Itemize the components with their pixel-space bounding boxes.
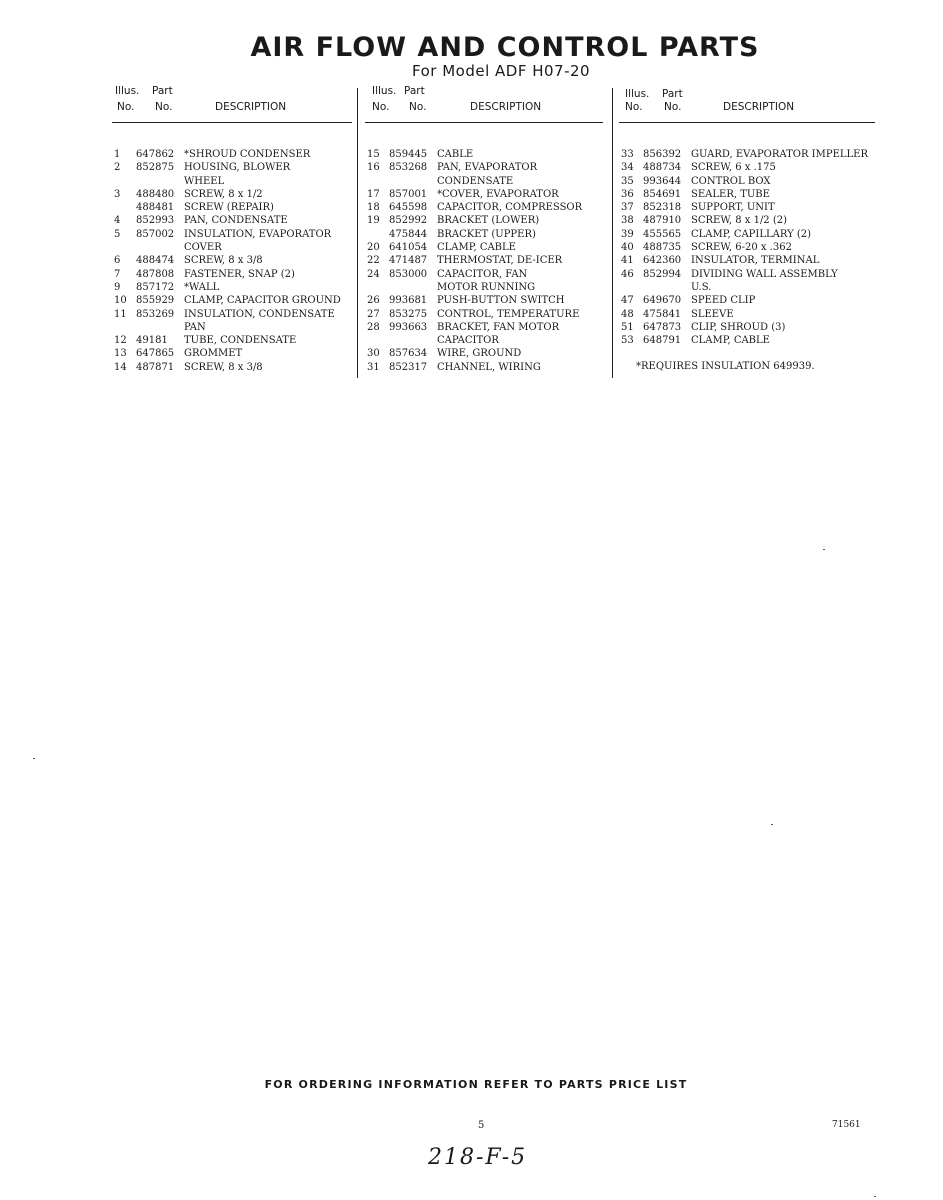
part-row	[365, 361, 603, 374]
part-description: SCREW, 6-20 x .362	[691, 242, 792, 254]
part-number: 852992	[389, 215, 428, 227]
part-description: *COVER, EVAPORATOR	[437, 188, 559, 200]
part-number: 853269	[136, 308, 175, 320]
illus-number: 14	[114, 361, 127, 373]
illus-number: 13	[114, 348, 127, 360]
illus-number: 7	[114, 268, 121, 280]
part-description: GROMMET	[184, 348, 243, 360]
illus-number: 30	[367, 348, 380, 360]
part-number: 645598	[389, 202, 428, 214]
illus-number: 27	[367, 308, 380, 320]
part-description: BRACKET (UPPER)	[437, 228, 536, 240]
part-description: CONTROL, TEMPERATURE	[437, 308, 580, 320]
illus-number: 17	[367, 188, 380, 200]
part-row	[365, 347, 603, 360]
part-number: 455565	[643, 228, 682, 240]
header-illus: Illus.	[115, 85, 140, 97]
illus-number: 28	[367, 321, 380, 333]
part-description: SUPPORT, UNIT	[691, 202, 775, 214]
parts-column-3	[619, 85, 875, 347]
document-code: 71561	[832, 1120, 861, 1130]
part-description: CLAMP, CAPACITOR GROUND	[184, 295, 341, 307]
part-number: 487871	[136, 361, 175, 373]
part-row	[619, 175, 875, 188]
part-number: 856392	[643, 149, 682, 160]
part-number: 857172	[136, 281, 175, 293]
part-description: CHANNEL, WIRING	[437, 361, 541, 373]
part-description: CLIP, SHROUD (3)	[691, 321, 786, 333]
part-row	[619, 268, 875, 281]
parts-list	[112, 148, 352, 374]
part-number: 852994	[643, 268, 682, 280]
part-row	[619, 201, 875, 214]
part-row	[112, 148, 352, 161]
header-no: No.	[117, 101, 135, 113]
part-number: 488734	[643, 162, 682, 174]
part-description: *SHROUD CONDENSER	[184, 149, 311, 160]
part-description: DIVIDING WALL ASSEMBLY	[691, 268, 838, 280]
illus-number: 31	[367, 361, 380, 373]
part-row	[619, 148, 875, 161]
illus-number: 37	[621, 202, 634, 214]
page-number: 5	[478, 1120, 485, 1131]
illus-number: 2	[114, 162, 121, 174]
part-number: 487808	[136, 268, 175, 280]
header-part: Part	[662, 88, 683, 100]
part-row	[112, 214, 352, 227]
illus-number: 18	[367, 202, 380, 214]
part-description: SCREW (REPAIR)	[184, 202, 274, 214]
header-illus: Illus.	[625, 88, 650, 100]
illus-number: 16	[367, 162, 380, 174]
part-row	[619, 188, 875, 201]
part-row	[112, 161, 352, 174]
part-row	[365, 241, 603, 254]
illus-number: 41	[621, 255, 634, 267]
part-number: 475841	[643, 308, 682, 320]
part-row	[619, 254, 875, 267]
part-row	[112, 347, 352, 360]
illus-number: 12	[114, 335, 127, 347]
illus-number: 3	[114, 188, 121, 200]
part-description: PUSH-BUTTON SWITCH	[437, 295, 565, 307]
illus-number: 6	[114, 255, 121, 267]
illus-number: 5	[114, 228, 121, 240]
header-description: DESCRIPTION	[215, 101, 287, 113]
part-description: SCREW, 8 x 3/8	[184, 255, 263, 267]
part-row	[112, 281, 352, 294]
part-number: 993644	[643, 175, 682, 187]
column-divider	[357, 88, 358, 378]
part-number: 857001	[389, 188, 428, 200]
illus-number: 1	[114, 149, 121, 160]
part-row	[365, 294, 603, 307]
parts-column-1	[112, 85, 352, 373]
part-number: 852993	[136, 215, 175, 227]
part-description: SEALER, TUBE	[691, 188, 770, 200]
part-description: THERMOSTAT, DE-ICER	[437, 255, 563, 267]
part-row	[365, 175, 603, 188]
part-row	[365, 254, 603, 267]
page-title: AIR FLOW AND CONTROL PARTS	[250, 32, 760, 63]
header-illus: Illus.	[372, 85, 397, 97]
illus-number: 53	[621, 335, 634, 347]
part-number: 852318	[643, 202, 682, 214]
illus-number: 26	[367, 295, 380, 307]
scan-speck	[823, 549, 825, 550]
illus-number: 33	[621, 149, 634, 160]
part-row	[112, 321, 352, 334]
model-subtitle: For Model ADF H07-20	[412, 62, 591, 80]
illus-number: 46	[621, 268, 634, 280]
part-number: 647865	[136, 348, 175, 360]
illus-number: 10	[114, 295, 127, 307]
header-part: Part	[404, 85, 425, 97]
part-number: 993681	[389, 295, 428, 307]
illus-number: 4	[114, 215, 121, 227]
illus-number: 35	[621, 175, 634, 187]
header-description: DESCRIPTION	[723, 101, 795, 113]
part-description: CONDENSATE	[437, 175, 514, 187]
part-description: PAN	[184, 321, 206, 333]
part-row	[112, 334, 352, 347]
header-rule	[365, 122, 603, 123]
illus-number: 40	[621, 242, 634, 254]
header-no2: No.	[664, 101, 682, 113]
illus-number: 9	[114, 281, 121, 293]
part-description: CAPACITOR, FAN	[437, 268, 528, 280]
scan-speck	[874, 1196, 876, 1197]
part-number: 487910	[643, 215, 682, 227]
part-number: 853000	[389, 268, 428, 280]
part-number: 488474	[136, 255, 175, 267]
part-number: 488480	[136, 188, 175, 200]
part-row	[365, 188, 603, 201]
part-description: SPEED CLIP	[691, 295, 756, 307]
part-description: CLAMP, CABLE	[437, 242, 516, 254]
scan-speck	[771, 824, 773, 825]
part-number: 648791	[643, 335, 682, 347]
part-description: FASTENER, SNAP (2)	[184, 268, 295, 280]
column-header	[619, 85, 875, 123]
header-rule	[112, 122, 352, 123]
part-number: 854691	[643, 188, 682, 200]
illus-number: 24	[367, 268, 380, 280]
part-row	[112, 294, 352, 307]
part-number: 855929	[136, 295, 175, 307]
insulation-note: *REQUIRES INSULATION 649939.	[636, 361, 815, 372]
header-no: No.	[625, 101, 643, 113]
part-row	[365, 321, 603, 334]
header-no2: No.	[155, 101, 173, 113]
header-part: Part	[152, 85, 173, 97]
scan-speck	[33, 758, 35, 759]
part-description: *WALL	[184, 281, 220, 293]
part-row	[112, 188, 352, 201]
part-number: 488481	[136, 202, 175, 214]
part-description: PAN, EVAPORATOR	[437, 162, 538, 174]
illus-number: 47	[621, 295, 634, 307]
part-description: U.S.	[691, 281, 712, 293]
illus-number: 15	[367, 149, 380, 160]
part-number: 647862	[136, 149, 175, 160]
part-row	[112, 254, 352, 267]
part-number: 857002	[136, 228, 175, 240]
part-number: 647873	[643, 321, 682, 333]
part-description: CONTROL BOX	[691, 175, 771, 187]
part-row	[112, 241, 352, 254]
part-description: WIRE, GROUND	[437, 348, 522, 360]
part-description: INSULATOR, TERMINAL	[691, 255, 820, 267]
illus-number: 51	[621, 321, 634, 333]
part-number: 49181	[136, 335, 168, 347]
part-description: GUARD, EVAPORATOR IMPELLER	[691, 149, 868, 160]
part-row	[619, 308, 875, 321]
part-number: 471487	[389, 255, 428, 267]
part-row	[365, 214, 603, 227]
part-row	[112, 175, 352, 188]
column-header	[365, 85, 603, 123]
part-description: SCREW, 8 x 3/8	[184, 361, 263, 373]
part-row	[619, 214, 875, 227]
part-description: BRACKET (LOWER)	[437, 215, 540, 227]
part-number: 852317	[389, 361, 428, 373]
part-number: 852875	[136, 162, 175, 174]
parts-list	[619, 148, 875, 347]
part-row	[619, 294, 875, 307]
part-description: CABLE	[437, 149, 474, 160]
part-number: 993663	[389, 321, 428, 333]
part-description: CAPACITOR, COMPRESSOR	[437, 202, 583, 214]
parts-column-2	[365, 85, 603, 373]
part-number: 853275	[389, 308, 428, 320]
part-row	[619, 161, 875, 174]
part-description: CAPACITOR	[437, 335, 499, 347]
part-row	[112, 228, 352, 241]
part-number: 475844	[389, 228, 428, 240]
illus-number: 34	[621, 162, 634, 174]
illus-number: 38	[621, 215, 634, 227]
handwritten-reference: 218-F-5	[428, 1145, 528, 1170]
part-row	[619, 228, 875, 241]
part-row	[365, 308, 603, 321]
illus-number: 39	[621, 228, 634, 240]
part-number: 857634	[389, 348, 428, 360]
part-row	[365, 268, 603, 281]
part-row	[112, 268, 352, 281]
part-description: SLEEVE	[691, 308, 734, 320]
part-row	[365, 281, 603, 294]
part-description: SCREW, 8 x 1/2	[184, 188, 263, 200]
part-description: BRACKET, FAN MOTOR	[437, 321, 560, 333]
part-row	[112, 361, 352, 374]
part-number: 641054	[389, 242, 428, 254]
part-row	[365, 228, 603, 241]
header-no2: No.	[409, 101, 427, 113]
illus-number: 36	[621, 188, 634, 200]
part-row	[112, 201, 352, 214]
part-number: 859445	[389, 149, 428, 160]
part-description: WHEEL	[184, 175, 225, 187]
part-description: SCREW, 6 x .175	[691, 162, 776, 174]
part-row	[112, 308, 352, 321]
part-description: COVER	[184, 242, 222, 254]
part-description: INSULATION, CONDENSATE	[184, 308, 335, 320]
column-divider	[612, 88, 613, 378]
part-row	[619, 334, 875, 347]
parts-list	[365, 148, 603, 374]
part-description: INSULATION, EVAPORATOR	[184, 228, 332, 240]
illus-number: 22	[367, 255, 380, 267]
part-number: 649670	[643, 295, 682, 307]
part-row	[619, 281, 875, 294]
part-description: SCREW, 8 x 1/2 (2)	[691, 215, 788, 227]
part-row	[365, 334, 603, 347]
part-number: 853268	[389, 162, 428, 174]
column-header	[112, 85, 352, 123]
illus-number: 20	[367, 242, 380, 254]
ordering-footer: FOR ORDERING INFORMATION REFER TO PARTS PRICE LIST	[264, 1078, 688, 1091]
part-description: PAN, CONDENSATE	[184, 215, 288, 227]
part-description: TUBE, CONDENSATE	[184, 335, 297, 347]
part-row	[365, 161, 603, 174]
part-description: MOTOR RUNNING	[437, 281, 536, 293]
part-description: CLAMP, CABLE	[691, 335, 770, 347]
illus-number: 19	[367, 215, 380, 227]
part-number: 642360	[643, 255, 682, 267]
part-row	[619, 241, 875, 254]
header-no: No.	[372, 101, 390, 113]
header-rule	[619, 122, 875, 123]
part-row	[365, 201, 603, 214]
header-description: DESCRIPTION	[470, 101, 542, 113]
illus-number: 48	[621, 308, 634, 320]
part-number: 488735	[643, 242, 682, 254]
part-description: HOUSING, BLOWER	[184, 162, 291, 174]
illus-number: 11	[114, 308, 127, 320]
part-row	[365, 148, 603, 161]
part-description: CLAMP, CAPILLARY (2)	[691, 228, 812, 240]
part-row	[619, 321, 875, 334]
